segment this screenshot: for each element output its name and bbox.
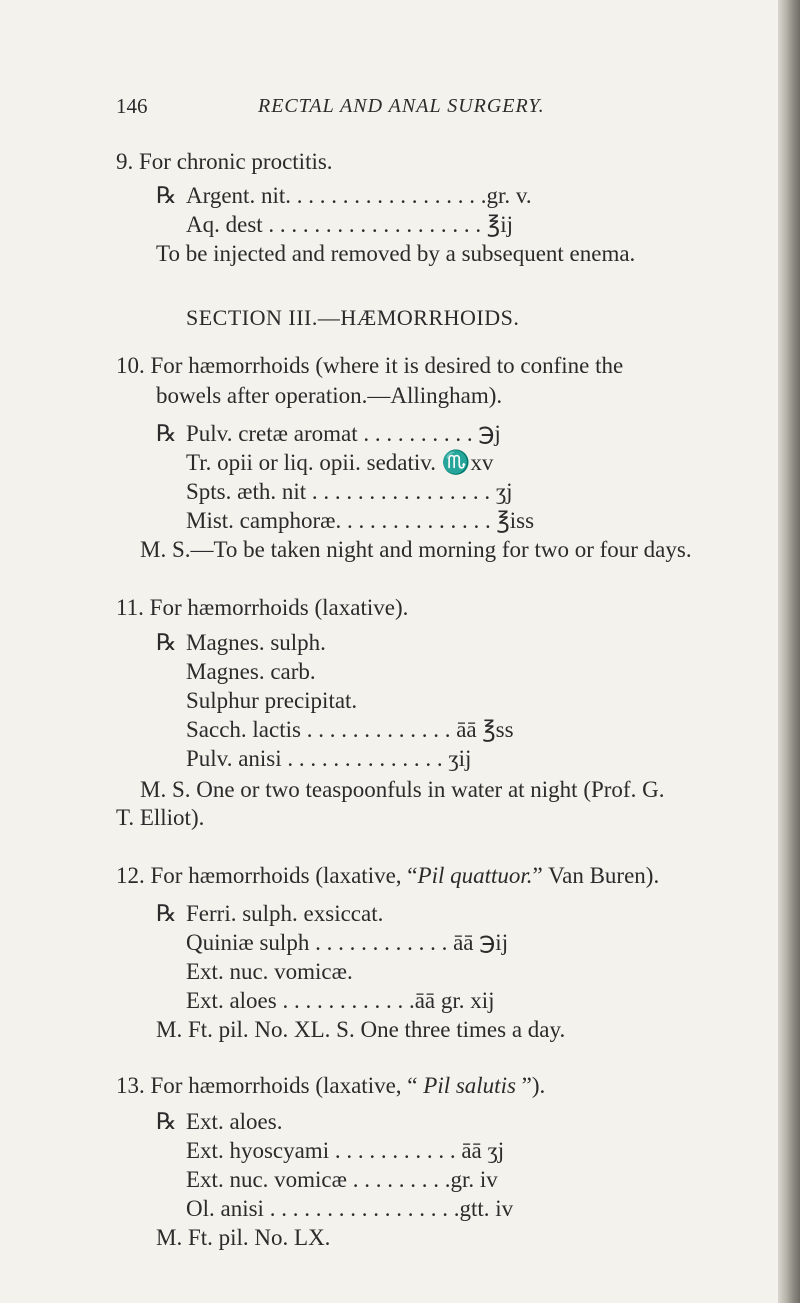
rx-symbol: ℞ [156, 183, 177, 208]
recipe-12-direction: M. Ft. pil. No. XL. S. One three times a day. [156, 1017, 566, 1042]
recipe-10-direction: M. S.—To be taken night and morning for two or four days. [140, 537, 692, 562]
recipe-11-line-3: Sulphur precipitat. [186, 688, 358, 713]
recipe-9-line-2: Aq. dest . . . . . . . . . . . . . . . . . . . ℥ij [186, 212, 513, 237]
recipe-10-line-1: ℞ Pulv. cretæ aromat . . . . . . . . . . ℈j [156, 421, 501, 446]
recipe-10-heading-line-1: 10. For hæmorrhoids (where it is desired to confine the [116, 353, 624, 378]
page-edge-shadow [778, 0, 800, 1303]
rx-symbol: ℞ [156, 630, 177, 655]
recipe-12-line-1: ℞ Ferri. sulph. exsiccat. [156, 901, 384, 926]
running-title: RECTAL AND ANAL SURGERY. [258, 95, 545, 117]
rx-symbol: ℞ [156, 421, 177, 446]
recipe-11-line-4: Sacch. lactis . . . . . . . . . . . . . āā ℥ss [186, 717, 514, 742]
recipe-9-heading: 9. For chronic proctitis. [116, 149, 333, 174]
formula-name: Pil quattuor. [417, 863, 533, 888]
recipe-10-heading-line-2: bowels after operation.—Allingham). [156, 383, 503, 408]
rx-symbol: ℞ [156, 901, 177, 926]
section-heading: SECTION III.—HÆMORRHOIDS. [186, 305, 520, 330]
recipe-11-direction-line-1: M. S. One or two teaspoonfuls in water at night (Prof. G. [140, 777, 665, 802]
recipe-9-line-1: ℞ Argent. nit. . . . . . . . . . . . . . . . . .gr. v. [156, 183, 532, 208]
recipe-11-line-5: Pulv. anisi . . . . . . . . . . . . . . ʒij [186, 746, 472, 771]
formula-name: Pil salutis [417, 1073, 522, 1098]
recipe-11-line-1: ℞ Magnes. sulph. [156, 630, 326, 655]
recipe-11-heading: 11. For hæmorrhoids (laxative). [116, 595, 409, 620]
recipe-13-direction: M. Ft. pil. No. LX. [156, 1225, 331, 1250]
recipe-10-line-4: Mist. camphoræ. . . . . . . . . . . . . . ℥iss [186, 508, 535, 533]
recipe-13-line-4: Ol. anisi . . . . . . . . . . . . . . . . .gtt. iv [186, 1196, 514, 1221]
rx-symbol: ℞ [156, 1109, 177, 1134]
recipe-13-line-1: ℞ Ext. aloes. [156, 1109, 283, 1134]
recipe-12-heading: 12. For hæmorrhoids (laxative, “Pil quattuor.” Van Buren). [116, 863, 660, 888]
recipe-9-note: To be injected and removed by a subsequent enema. [156, 241, 636, 266]
recipe-13-heading: 13. For hæmorrhoids (laxative, “ Pil salutis ”). [116, 1073, 546, 1098]
recipe-10-line-3: Spts. æth. nit . . . . . . . . . . . . . . . . ʒj [186, 479, 513, 504]
recipe-13-line-2: Ext. hyoscyami . . . . . . . . . . . āā ʒj [186, 1138, 505, 1163]
recipe-13-line-3: Ext. nuc. vomicæ . . . . . . . . .gr. iv [186, 1167, 498, 1192]
recipe-10-line-2: Tr. opii or liq. opii. sedativ. ♏xv [186, 450, 494, 475]
page-number: 146 [116, 94, 148, 118]
recipe-11-line-2: Magnes. carb. [186, 659, 316, 684]
recipe-11-direction-line-2: T. Elliot). [116, 805, 205, 830]
recipe-12-line-4: Ext. aloes . . . . . . . . . . . .āā gr. xij [186, 988, 495, 1013]
recipe-12-line-3: Ext. nuc. vomicæ. [186, 959, 353, 984]
recipe-12-line-2: Quiniæ sulph . . . . . . . . . . . . āā ℈ij [186, 930, 509, 955]
